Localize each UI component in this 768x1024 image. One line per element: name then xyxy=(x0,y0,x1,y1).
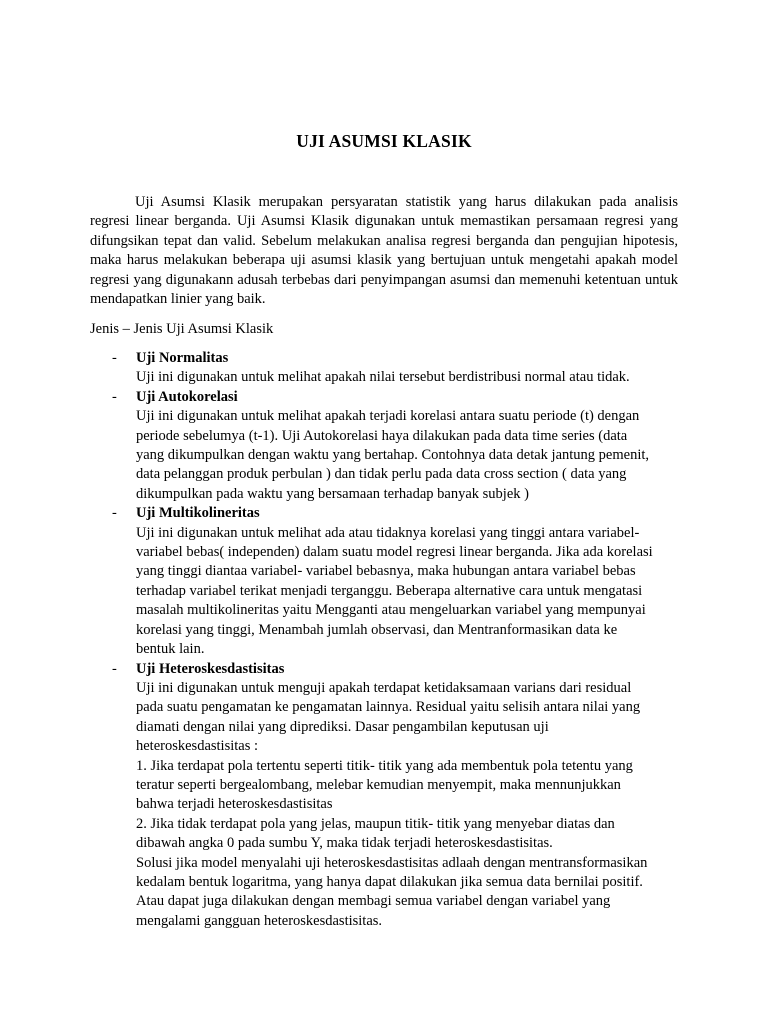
description-line: terhadap variabel terikat menjadi terganggu. Beberapa alternative cara untuk mengatasi xyxy=(136,582,643,599)
description-line: korelasi yang tinggi, Menambah jumlah observasi, dan Mentranformasikan data ke xyxy=(136,621,618,638)
bullet-dash: - xyxy=(112,388,117,405)
description-line: dibawah angka 0 pada sumbu Y, maka tidak terjadi heteroskesdastisitas. xyxy=(136,835,553,852)
description-line: Atau dapat juga dilakukan dengan membagi semua variabel dengan variabel yang xyxy=(136,893,611,910)
item-title: Uji Normalitas xyxy=(136,350,229,366)
list-item xyxy=(112,349,682,388)
description-line: dikumpulkan pada waktu yang bersamaan terhadap banyak subjek ) xyxy=(136,485,529,502)
description-line: masalah multikolineritas yaitu Mengganti atau mengeluarkan variabel yang mempunyai xyxy=(136,602,646,619)
description-line: 1. Jika terdapat pola tertentu seperti titik- titik yang ada membentuk pola tetentu yang xyxy=(136,757,633,774)
description-line: yang dikumpulkan dengan waktu yang bertahap. Contohnya data detak jantung pemenit, xyxy=(136,447,650,464)
bullet-dash: - xyxy=(112,660,117,677)
list-item xyxy=(112,660,682,932)
description-line: diamati dengan nilai yang diprediksi. Dasar pengambilan keputusan uji xyxy=(136,718,549,735)
description-line: Uji ini digunakan untuk melihat ada atau tidaknya korelasi yang tinggi antara variabel- xyxy=(136,524,640,541)
description-line: pada suatu pengamatan ke pengamatan lainnya. Residual yaitu selisih antara nilai yang xyxy=(136,699,641,716)
intro-paragraph: Uji Asumsi Klasik merupakan persyaratan statistik yang harus dilakukan pada analisis regresi linear berganda. Uji Asumsi Klasik digunakan untuk memastikan persamaan regresi yang difungsikan tepat dan valid. Sebelum melakukan analisa regresi berganda dan pengujian hipotesis, maka harus melakukan beberapa uji asumsi klasik yang bertujuan untuk mengetahi apakah model regresi yang digunakann adusah terbebas dari penyimpangan asumsi dan memenuhi ketentuan untuk mendapatkan linier yang baik. xyxy=(90,194,678,308)
description-line: Uji ini digunakan untuk melihat apakah nilai tersebut berdistribusi normal atau tidak. xyxy=(136,369,630,386)
description-line: kedalam bentuk logaritma, yang hanya dapat dilakukan jika semua data bernilai positif. xyxy=(136,873,643,890)
list-item xyxy=(112,504,682,659)
description-line: yang tinggi diantaa variabel- variabel bebasnya, maka hubungan antara variabel bebas xyxy=(136,563,636,580)
description-line: data pelanggan produk perbulan ) dan tidak perlu pada data cross section ( data yang xyxy=(136,466,627,483)
description-line: 2. Jika tidak terdapat pola yang jelas, maupun titik- titik yang menyebar diatas dan xyxy=(136,815,615,832)
item-title: Uji Autokorelasi xyxy=(136,388,238,405)
description-line: bahwa terjadi heteroskesdastisitas xyxy=(136,796,333,813)
description-line: Uji ini digunakan untuk menguji apakah terdapat ketidaksamaan varians dari residual xyxy=(136,679,632,696)
description-line: Uji ini digunakan untuk melihat apakah terjadi korelasi antara suatu periode (t) dengan xyxy=(136,408,640,425)
item-title: Uji Heteroskesdastisitas xyxy=(136,660,285,677)
item-description xyxy=(136,407,682,504)
description-line: periode sebelumya (t-1). Uji Autokorelasi haya dilakukan pada data time series (data xyxy=(136,427,628,444)
item-description xyxy=(136,524,682,660)
description-line: mengalami gangguan heteroskesdastisitas. xyxy=(136,912,383,929)
item-description xyxy=(136,368,682,387)
description-line: bentuk lain. xyxy=(136,641,205,658)
description-line: variabel bebas( independen) dalam suatu model regresi linear berganda. Jika ada korelasi xyxy=(136,544,653,561)
bullet-dash: - xyxy=(112,350,117,366)
types-heading: Jenis – Jenis Uji Asumsi Klasik xyxy=(90,321,274,337)
list-item xyxy=(112,388,682,504)
description-line: heteroskesdastisitas : xyxy=(136,738,259,755)
item-title: Uji Multikolineritas xyxy=(136,505,260,522)
description-line: Solusi jika model menyalahi uji heteroskesdastisitas adlaah dengan mentransformasikan xyxy=(136,854,648,871)
description-line: teratur seperti bergealombang, melebar kemudian menyempit, maka mennunjukkan xyxy=(136,776,621,793)
document-title: UJI ASUMSI KLASIK xyxy=(296,131,472,151)
test-list xyxy=(112,349,682,931)
bullet-dash: - xyxy=(112,505,117,522)
item-description xyxy=(136,679,682,931)
